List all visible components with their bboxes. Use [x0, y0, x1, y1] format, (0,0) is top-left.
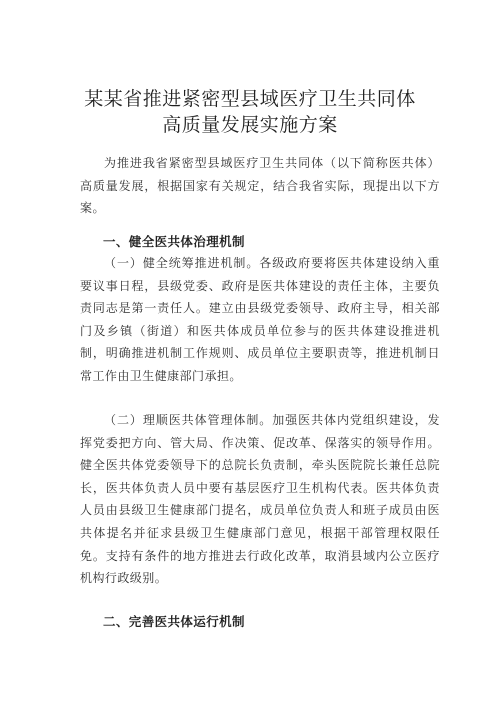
document-title-line-1: 某某省推进紧密型县域医疗卫生共同体 [84, 88, 416, 110]
document-title-line-2: 高质量发展实施方案 [162, 114, 338, 136]
section-2-heading: 二、完善医共体运行机制 [103, 614, 245, 629]
section-1-heading: 一、健全医共体治理机制 [103, 234, 245, 249]
section-1-paragraph-2: （二）理顺医共体管理体制。加强医共体内党组织建设，发挥党委把方向、管大局、作决策、促改革、保落实的领导作用。健全医共体党委领导下的总院长负责制，牵头医院院长兼任总院长，医共体负责人员中要有基层医疗卫生机构代表。医共体负责人员由县级卫生健康部门提名，成员单位负责人和班子成员由医共体提名并征求县级卫生健康部门意见，根据干部管理权限任免。支持有条件的地方推进去行政化改革，取消县域内公立医疗机构行政级别。 [80, 413, 440, 586]
intro-paragraph: 为推进我省紧密型县域医疗卫生共同体（以下简称医共体）高质量发展，根据国家有关规定，结合我省实际，现提出以下方案。 [80, 156, 440, 216]
section-1-paragraph-1: （一）健全统筹推进机制。各级政府要将医共体建设纳入重要议事日程，县级党委、政府是医共体建设的责任主体，主要负责同志是第一责任人。建立由县级党委领导、政府主导，相关部门及乡镇（街道）和医共体成员单位参与的医共体建设推进机制，明确推进机制工作规则、成员单位主要职责等，推进机制日常工作由卫生健康部门承担。 [80, 256, 440, 383]
